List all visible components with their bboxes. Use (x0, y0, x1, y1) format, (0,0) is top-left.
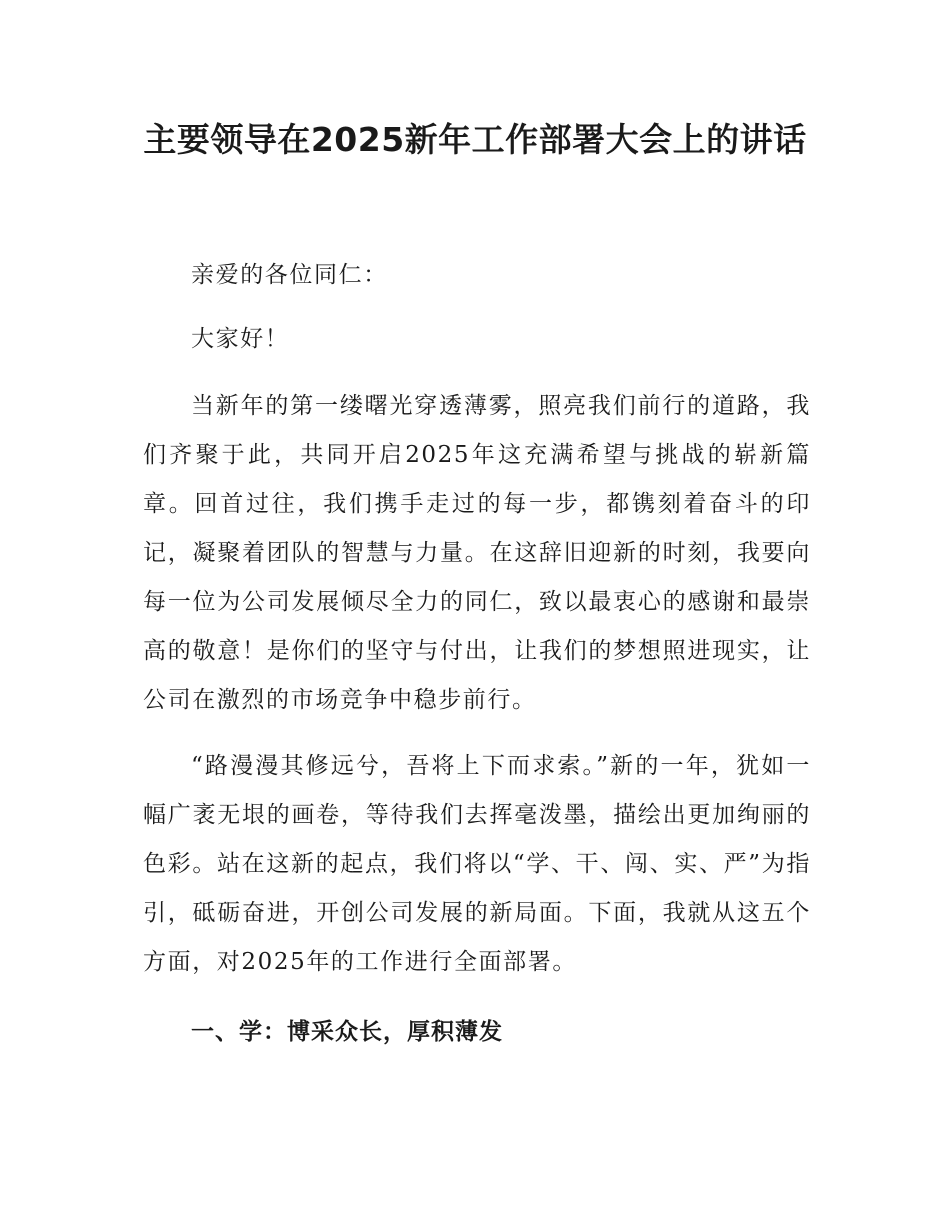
paragraph-1: 当新年的第一缕曙光穿透薄雾，照亮我们前行的道路，我们齐聚于此，共同开启2025年这充满希望与挑战的崭新篇章。回首过往，我们携手走过的每一步，都镌刻着奋斗的印记，凝聚着团队的智慧与力量。在这辞旧迎新的时刻，我要向每一位为公司发展倾尽全力的同仁，致以最衷心的感谢和最崇高的敬意！是你们的坚守与付出，让我们的梦想照进现实，让公司在激烈的市场竞争中稳步前行。 (143, 393, 811, 713)
greeting: 大家好！ (191, 326, 290, 352)
salutation: 亲爱的各位同仁： (191, 262, 388, 288)
section-heading: 一、学：博采众长，厚积薄发 (191, 1019, 503, 1045)
document-title: 主要领导在2025新年工作部署大会上的讲话 (143, 120, 807, 159)
paragraph-2: “路漫漫其修远兮，吾将上下而求索。”新的一年，犹如一幅广袤无垠的画卷，等待我们去挥毫泼墨，描绘出更加绚丽的色彩。站在这新的起点，我们将以“学、干、闯、实、严”为指引，砥砺奋进，开创公司发展的新局面。下面，我就从这五个方面，对2025年的工作进行全面部署。 (143, 753, 811, 975)
